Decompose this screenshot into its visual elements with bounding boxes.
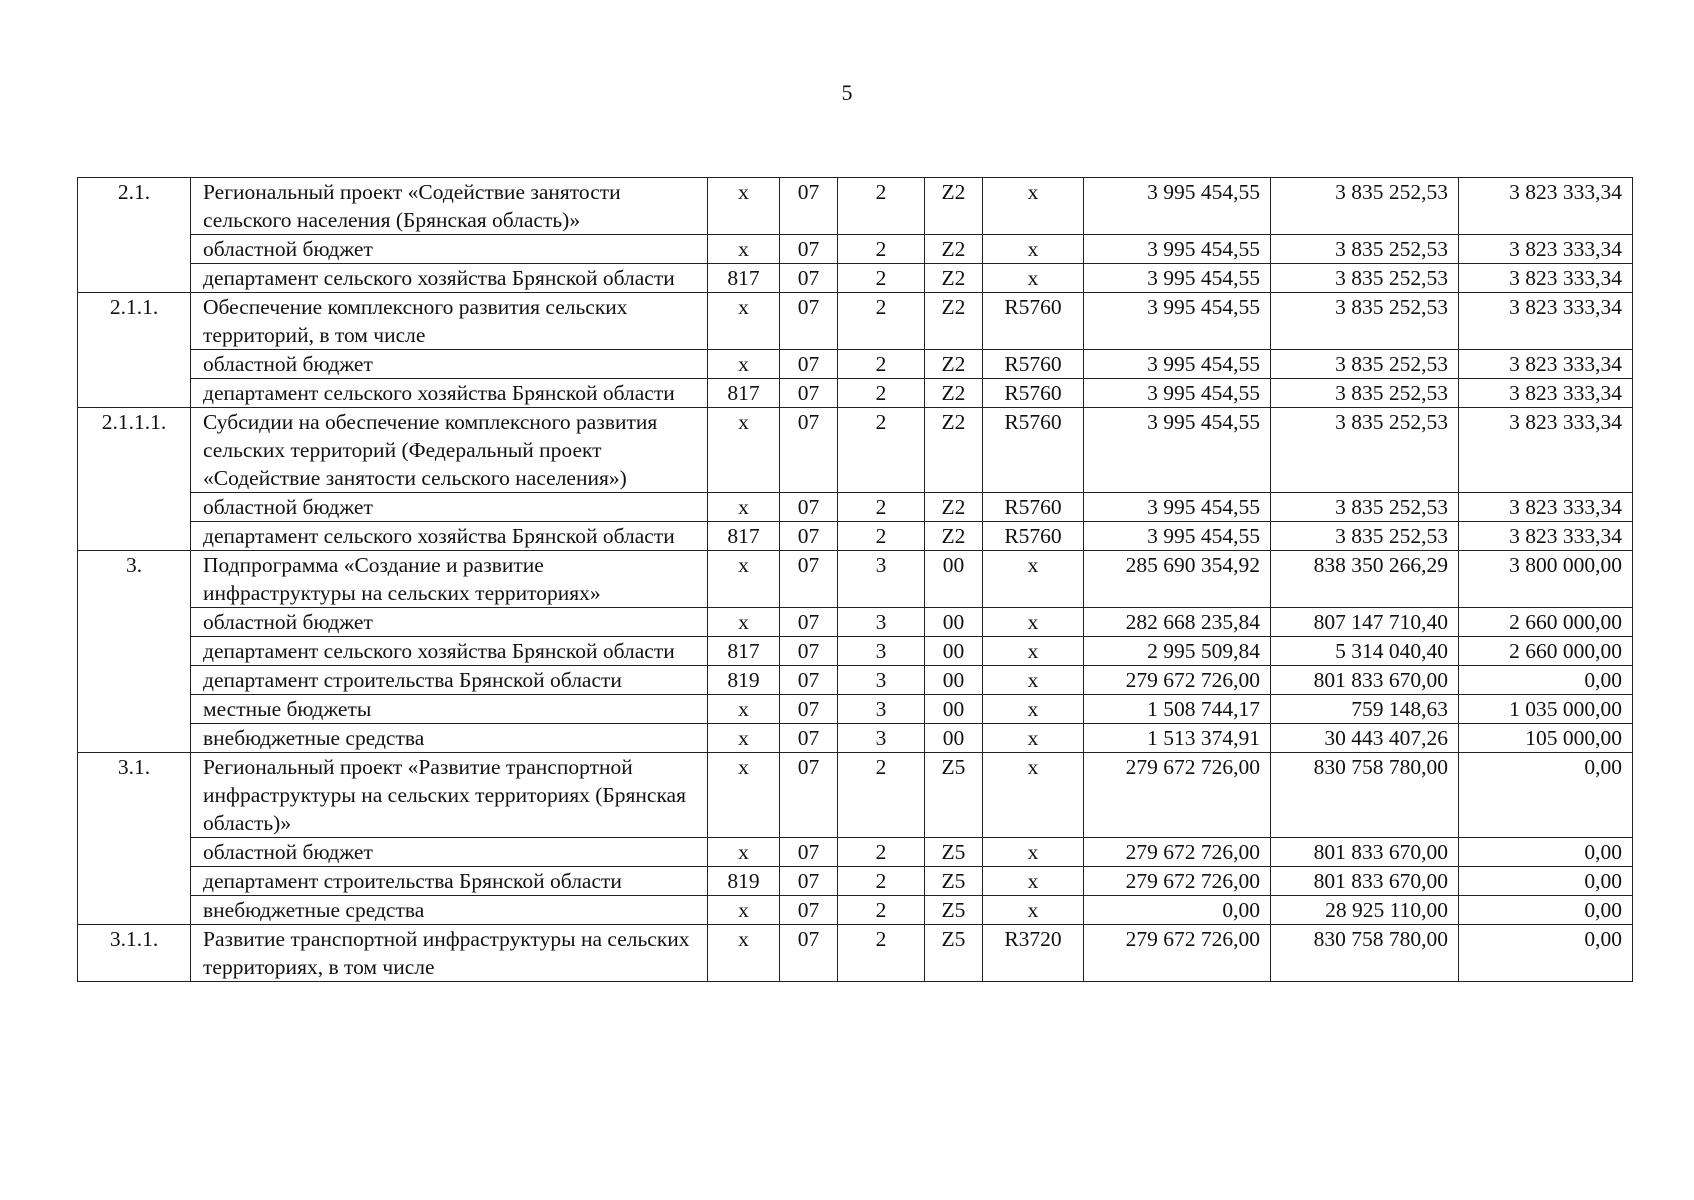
amount-year1-cell: 279 672 726,00 [1084, 666, 1271, 695]
table-row [78, 724, 1633, 753]
subprogram-code-cell: 3 [838, 551, 925, 608]
amount-year1-cell: 1 508 744,17 [1084, 695, 1271, 724]
section-code-cell: 07 [780, 264, 838, 293]
amount-year1-cell: 3 995 454,55 [1084, 178, 1271, 235]
expense-direction-cell: R5760 [983, 408, 1084, 493]
amount-year3-cell: 0,00 [1459, 896, 1633, 925]
row-name-cell: департамент строительства Брянской области [191, 666, 708, 695]
amount-year1-cell: 3 995 454,55 [1084, 493, 1271, 522]
table-row [78, 379, 1633, 408]
amount-year3-cell: 3 823 333,34 [1459, 350, 1633, 379]
amount-year2-cell: 801 833 670,00 [1271, 867, 1459, 896]
subprogram-code-cell: 2 [838, 493, 925, 522]
amount-year1-cell: 3 995 454,55 [1084, 522, 1271, 551]
table-row [78, 264, 1633, 293]
subprogram-code-cell: 2 [838, 753, 925, 838]
grbs-code-cell: х [708, 896, 780, 925]
expense-direction-cell: х [983, 551, 1084, 608]
project-code-cell: Z2 [925, 493, 983, 522]
project-code-cell: Z2 [925, 408, 983, 493]
amount-year3-cell: 0,00 [1459, 925, 1633, 982]
row-name-cell: департамент сельского хозяйства Брянской области [191, 264, 708, 293]
row-name-cell: Региональный проект «Содействие занятости сельского населения (Брянская область)» [191, 178, 708, 235]
grbs-code-cell: х [708, 925, 780, 982]
row-name-cell: Развитие транспортной инфраструктуры на сельских территориях, в том числе [191, 925, 708, 982]
row-name-cell: областной бюджет [191, 235, 708, 264]
subprogram-code-cell: 2 [838, 235, 925, 264]
amount-year3-cell: 3 823 333,34 [1459, 293, 1633, 350]
amount-year2-cell: 3 835 252,53 [1271, 350, 1459, 379]
project-code-cell: Z5 [925, 925, 983, 982]
row-name-cell: Субсидии на обеспечение комплексного развития сельских территорий (Федеральный проект «Содействие занятости сельского населения») [191, 408, 708, 493]
amount-year3-cell: 1 035 000,00 [1459, 695, 1633, 724]
table-row [78, 867, 1633, 896]
amount-year3-cell: 0,00 [1459, 867, 1633, 896]
section-code-cell: 07 [780, 637, 838, 666]
amount-year3-cell: 3 823 333,34 [1459, 493, 1633, 522]
amount-year1-cell: 285 690 354,92 [1084, 551, 1271, 608]
section-code-cell: 07 [780, 379, 838, 408]
expense-direction-cell: х [983, 753, 1084, 838]
amount-year3-cell: 3 800 000,00 [1459, 551, 1633, 608]
amount-year3-cell: 0,00 [1459, 666, 1633, 695]
expense-direction-cell: R5760 [983, 522, 1084, 551]
row-name-cell: областной бюджет [191, 350, 708, 379]
project-code-cell: Z2 [925, 379, 983, 408]
section-code-cell: 07 [780, 753, 838, 838]
grbs-code-cell: 817 [708, 379, 780, 408]
amount-year1-cell: 282 668 235,84 [1084, 608, 1271, 637]
subprogram-code-cell: 2 [838, 293, 925, 350]
expense-direction-cell: х [983, 695, 1084, 724]
amount-year1-cell: 2 995 509,84 [1084, 637, 1271, 666]
section-code-cell: 07 [780, 522, 838, 551]
budget-table [77, 177, 1633, 982]
expense-direction-cell: х [983, 666, 1084, 695]
amount-year1-cell: 3 995 454,55 [1084, 350, 1271, 379]
amount-year1-cell: 3 995 454,55 [1084, 408, 1271, 493]
grbs-code-cell: 817 [708, 264, 780, 293]
grbs-code-cell: х [708, 608, 780, 637]
subprogram-code-cell: 3 [838, 637, 925, 666]
expense-direction-cell: х [983, 637, 1084, 666]
table-row [78, 493, 1633, 522]
subprogram-code-cell: 2 [838, 264, 925, 293]
item-number-cell: 2.1.1.1. [78, 408, 191, 551]
grbs-code-cell: х [708, 551, 780, 608]
expense-direction-cell: х [983, 724, 1084, 753]
expense-direction-cell: х [983, 235, 1084, 264]
row-name-cell: Подпрограмма «Создание и развитие инфраструктуры на сельских территориях» [191, 551, 708, 608]
amount-year3-cell: 0,00 [1459, 838, 1633, 867]
amount-year3-cell: 3 823 333,34 [1459, 408, 1633, 493]
section-code-cell: 07 [780, 896, 838, 925]
amount-year1-cell: 0,00 [1084, 896, 1271, 925]
row-name-cell: областной бюджет [191, 493, 708, 522]
section-code-cell: 07 [780, 178, 838, 235]
subprogram-code-cell: 2 [838, 925, 925, 982]
grbs-code-cell: х [708, 178, 780, 235]
row-name-cell: областной бюджет [191, 838, 708, 867]
row-name-cell: департамент сельского хозяйства Брянской области [191, 522, 708, 551]
expense-direction-cell: R3720 [983, 925, 1084, 982]
amount-year2-cell: 838 350 266,29 [1271, 551, 1459, 608]
grbs-code-cell: х [708, 350, 780, 379]
amount-year3-cell: 3 823 333,34 [1459, 379, 1633, 408]
subprogram-code-cell: 2 [838, 178, 925, 235]
section-code-cell: 07 [780, 293, 838, 350]
amount-year2-cell: 830 758 780,00 [1271, 753, 1459, 838]
amount-year3-cell: 3 823 333,34 [1459, 178, 1633, 235]
subprogram-code-cell: 2 [838, 408, 925, 493]
section-code-cell: 07 [780, 608, 838, 637]
project-code-cell: 00 [925, 608, 983, 637]
grbs-code-cell: 817 [708, 637, 780, 666]
section-code-cell: 07 [780, 666, 838, 695]
project-code-cell: 00 [925, 551, 983, 608]
project-code-cell: Z2 [925, 235, 983, 264]
row-name-cell: департамент строительства Брянской области [191, 867, 708, 896]
amount-year1-cell: 279 672 726,00 [1084, 753, 1271, 838]
project-code-cell: 00 [925, 637, 983, 666]
project-code-cell: Z5 [925, 753, 983, 838]
grbs-code-cell: х [708, 695, 780, 724]
table-row [78, 235, 1633, 264]
section-code-cell: 07 [780, 724, 838, 753]
subprogram-code-cell: 2 [838, 379, 925, 408]
expense-direction-cell: х [983, 178, 1084, 235]
expense-direction-cell: х [983, 608, 1084, 637]
section-code-cell: 07 [780, 695, 838, 724]
project-code-cell: Z2 [925, 350, 983, 379]
grbs-code-cell: х [708, 493, 780, 522]
subprogram-code-cell: 2 [838, 522, 925, 551]
subprogram-code-cell: 3 [838, 724, 925, 753]
grbs-code-cell: 819 [708, 666, 780, 695]
amount-year2-cell: 3 835 252,53 [1271, 293, 1459, 350]
page-number: 5 [841, 80, 853, 105]
amount-year2-cell: 30 443 407,26 [1271, 724, 1459, 753]
amount-year1-cell: 279 672 726,00 [1084, 838, 1271, 867]
row-name-cell: местные бюджеты [191, 695, 708, 724]
amount-year1-cell: 3 995 454,55 [1084, 235, 1271, 264]
item-number-cell: 3.1. [78, 753, 191, 925]
section-code-cell: 07 [780, 925, 838, 982]
project-code-cell: Z5 [925, 896, 983, 925]
project-code-cell: Z5 [925, 867, 983, 896]
table-row [78, 695, 1633, 724]
amount-year1-cell: 279 672 726,00 [1084, 867, 1271, 896]
amount-year3-cell: 3 823 333,34 [1459, 235, 1633, 264]
table-row [78, 637, 1633, 666]
amount-year2-cell: 759 148,63 [1271, 695, 1459, 724]
expense-direction-cell: х [983, 264, 1084, 293]
project-code-cell: 00 [925, 724, 983, 753]
grbs-code-cell: х [708, 724, 780, 753]
amount-year3-cell: 3 823 333,34 [1459, 522, 1633, 551]
grbs-code-cell: х [708, 838, 780, 867]
table-row [78, 838, 1633, 867]
expense-direction-cell: R5760 [983, 379, 1084, 408]
amount-year3-cell: 2 660 000,00 [1459, 637, 1633, 666]
amount-year3-cell: 3 823 333,34 [1459, 264, 1633, 293]
row-name-cell: областной бюджет [191, 608, 708, 637]
grbs-code-cell: х [708, 753, 780, 838]
table-row [78, 522, 1633, 551]
amount-year3-cell: 0,00 [1459, 753, 1633, 838]
item-number-cell: 3. [78, 551, 191, 753]
amount-year2-cell: 3 835 252,53 [1271, 264, 1459, 293]
subprogram-code-cell: 3 [838, 695, 925, 724]
table-row [78, 293, 1633, 350]
section-code-cell: 07 [780, 838, 838, 867]
amount-year3-cell: 105 000,00 [1459, 724, 1633, 753]
expense-direction-cell: R5760 [983, 350, 1084, 379]
subprogram-code-cell: 2 [838, 350, 925, 379]
table-row [78, 753, 1633, 838]
project-code-cell: 00 [925, 695, 983, 724]
row-name-cell: департамент сельского хозяйства Брянской области [191, 637, 708, 666]
table-row [78, 896, 1633, 925]
subprogram-code-cell: 2 [838, 896, 925, 925]
project-code-cell: 00 [925, 666, 983, 695]
amount-year3-cell: 2 660 000,00 [1459, 608, 1633, 637]
amount-year2-cell: 3 835 252,53 [1271, 178, 1459, 235]
item-number-cell: 2.1. [78, 178, 191, 293]
table-row [78, 551, 1633, 608]
row-name-cell: Региональный проект «Развитие транспортной инфраструктуры на сельских территориях (Брянская область)» [191, 753, 708, 838]
table-row [78, 178, 1633, 235]
amount-year2-cell: 807 147 710,40 [1271, 608, 1459, 637]
amount-year2-cell: 3 835 252,53 [1271, 493, 1459, 522]
project-code-cell: Z2 [925, 178, 983, 235]
table-row [78, 408, 1633, 493]
section-code-cell: 07 [780, 350, 838, 379]
amount-year2-cell: 801 833 670,00 [1271, 838, 1459, 867]
project-code-cell: Z2 [925, 264, 983, 293]
amount-year2-cell: 5 314 040,40 [1271, 637, 1459, 666]
section-code-cell: 07 [780, 408, 838, 493]
table-row [78, 608, 1633, 637]
project-code-cell: Z2 [925, 293, 983, 350]
section-code-cell: 07 [780, 551, 838, 608]
subprogram-code-cell: 2 [838, 838, 925, 867]
amount-year1-cell: 3 995 454,55 [1084, 293, 1271, 350]
project-code-cell: Z2 [925, 522, 983, 551]
expense-direction-cell: х [983, 838, 1084, 867]
amount-year1-cell: 279 672 726,00 [1084, 925, 1271, 982]
expense-direction-cell: х [983, 867, 1084, 896]
table-row [78, 350, 1633, 379]
budget-table-body [78, 178, 1633, 982]
amount-year1-cell: 3 995 454,55 [1084, 379, 1271, 408]
amount-year2-cell: 801 833 670,00 [1271, 666, 1459, 695]
section-code-cell: 07 [780, 493, 838, 522]
row-name-cell: внебюджетные средства [191, 724, 708, 753]
amount-year2-cell: 830 758 780,00 [1271, 925, 1459, 982]
grbs-code-cell: х [708, 235, 780, 264]
amount-year2-cell: 3 835 252,53 [1271, 379, 1459, 408]
expense-direction-cell: R5760 [983, 493, 1084, 522]
section-code-cell: 07 [780, 867, 838, 896]
amount-year2-cell: 3 835 252,53 [1271, 408, 1459, 493]
table-row [78, 666, 1633, 695]
grbs-code-cell: х [708, 408, 780, 493]
amount-year1-cell: 3 995 454,55 [1084, 264, 1271, 293]
table-row [78, 925, 1633, 982]
project-code-cell: Z5 [925, 838, 983, 867]
subprogram-code-cell: 3 [838, 666, 925, 695]
item-number-cell: 3.1.1. [78, 925, 191, 982]
amount-year2-cell: 28 925 110,00 [1271, 896, 1459, 925]
subprogram-code-cell: 2 [838, 867, 925, 896]
row-name-cell: Обеспечение комплексного развития сельских территорий, в том числе [191, 293, 708, 350]
grbs-code-cell: 819 [708, 867, 780, 896]
section-code-cell: 07 [780, 235, 838, 264]
expense-direction-cell: х [983, 896, 1084, 925]
grbs-code-cell: х [708, 293, 780, 350]
expense-direction-cell: R5760 [983, 293, 1084, 350]
grbs-code-cell: 817 [708, 522, 780, 551]
row-name-cell: внебюджетные средства [191, 896, 708, 925]
item-number-cell: 2.1.1. [78, 293, 191, 408]
amount-year2-cell: 3 835 252,53 [1271, 235, 1459, 264]
row-name-cell: департамент сельского хозяйства Брянской области [191, 379, 708, 408]
amount-year2-cell: 3 835 252,53 [1271, 522, 1459, 551]
subprogram-code-cell: 3 [838, 608, 925, 637]
amount-year1-cell: 1 513 374,91 [1084, 724, 1271, 753]
